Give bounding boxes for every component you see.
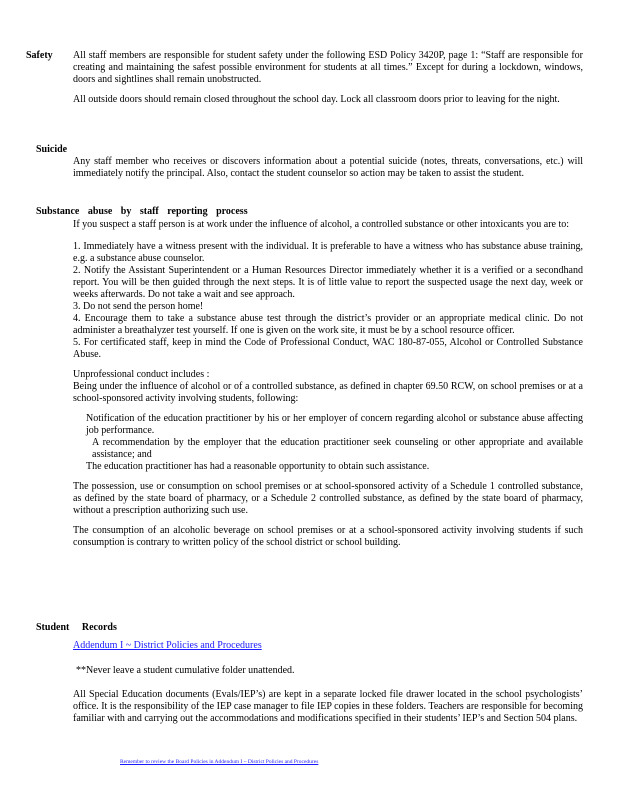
unprofessional-body: Being under the influence of alcohol or of a controlled substance, as defined in chapter 69.50 RCW, on school premises or at a school-sponsored activity involving students, following: xyxy=(73,381,583,404)
substance-step-1: 1. Immediately have a witness present with the individual. It is preferable to have a witness who has substance abuse training, e.g. a substance abuse counselor. xyxy=(73,241,583,264)
suicide-heading: Suicide xyxy=(36,144,68,155)
special-education-paragraph: All Special Education documents (Evals/IEP’s) are kept in a separate locked file drawer located in the school psychologists’ office. It is the responsibility of the IEP case manager to file IEP copies in these folders. Teachers are responsible for becoming familiar with and carrying out the accommodations and modifications specified in their students’ IEP’s and Section 504 plans. xyxy=(73,689,583,724)
substance-intro: If you suspect a staff person is at work under the influence of alcohol, a controlled substance or other intoxicants you are to: xyxy=(73,219,570,230)
substance-heading: Substance abuse by staff reporting process xyxy=(36,206,248,217)
cumulative-folder-note: **Never leave a student cumulative folder unattended. xyxy=(76,665,295,676)
addendum-link[interactable]: Addendum I ~ District Policies and Procedures xyxy=(73,640,262,651)
notification-item: Notification of the education practitioner by his or her employer of concern regarding alcohol or substance abuse affecting job performance. xyxy=(86,413,583,436)
student-records-heading: Student Records xyxy=(36,622,117,633)
student-records-body xyxy=(73,640,583,733)
safety-paragraph-2: All outside doors should remain closed throughout the school day. Lock all classroom doors prior to leaving for the night. xyxy=(73,94,560,105)
safety-paragraph-1: All staff members are responsible for student safety under the following ESD Policy 3420P, page 1: “Staff are responsible for creating and maintaining the safest possible environment for students at all times.” Except for during a lockdown, windows, doors and sightlines shall remain unobstructed. xyxy=(73,50,583,85)
safety-heading: Safety xyxy=(26,50,53,61)
opportunity-item: The education practitioner has had a reasonable opportunity to obtain such assistance. xyxy=(86,461,430,472)
possession-paragraph: The possession, use or consumption on school premises or at school-sponsored activity of a Schedule 1 controlled substance, as defined by the state board of pharmacy, or a Schedule 2 controlled substance, as defined by the state board of pharmacy, without a prescription authorizing such use. xyxy=(73,481,583,516)
substance-step-2: 2. Notify the Assistant Superintendent or a Human Resources Director immediately whether it is a verified or a secondhand report. You will be then guided through the next steps. It is of little value to report the suspected usage the next day, week or weeks afterwards. Do not take a wait and see approach. xyxy=(73,265,583,300)
unprofessional-title: Unprofessional conduct includes : xyxy=(73,369,210,380)
substance-step-5: 5. For certificated staff, keep in mind the Code of Professional Conduct, WAC 180-87-055, Alcohol or Controlled Substance Abuse. xyxy=(73,337,583,360)
substance-body xyxy=(73,219,583,557)
substance-step-3: 3. Do not send the person home! xyxy=(73,301,204,312)
safety-body xyxy=(73,50,583,114)
suicide-body xyxy=(73,156,583,188)
substance-step-4: 4. Encourage them to take a substance abuse test through the district’s provider or an appropriate medical clinic. Do not administer a breathalyzer test yourself. If one is given on the work site, it must be by a school resource officer. xyxy=(73,313,583,336)
board-policies-footer-link[interactable]: Remember to review the Board Policies in Addendum I ~ District Policies and Procedures xyxy=(120,759,319,765)
suicide-paragraph: Any staff member who receives or discovers information about a potential suicide (notes, threats, conversations, etc.) will immediately notify the principal. Also, contact the student counselor so action may be taken to assist the student. xyxy=(73,156,583,179)
consumption-paragraph: The consumption of an alcoholic beverage on school premises or at a school-sponsored activity involving students if such consumption is contrary to written policy of the school district or school building. xyxy=(73,525,583,548)
recommendation-item: A recommendation by the employer that the education practitioner seek counseling or other appropriate and available assistance; and xyxy=(92,437,583,460)
